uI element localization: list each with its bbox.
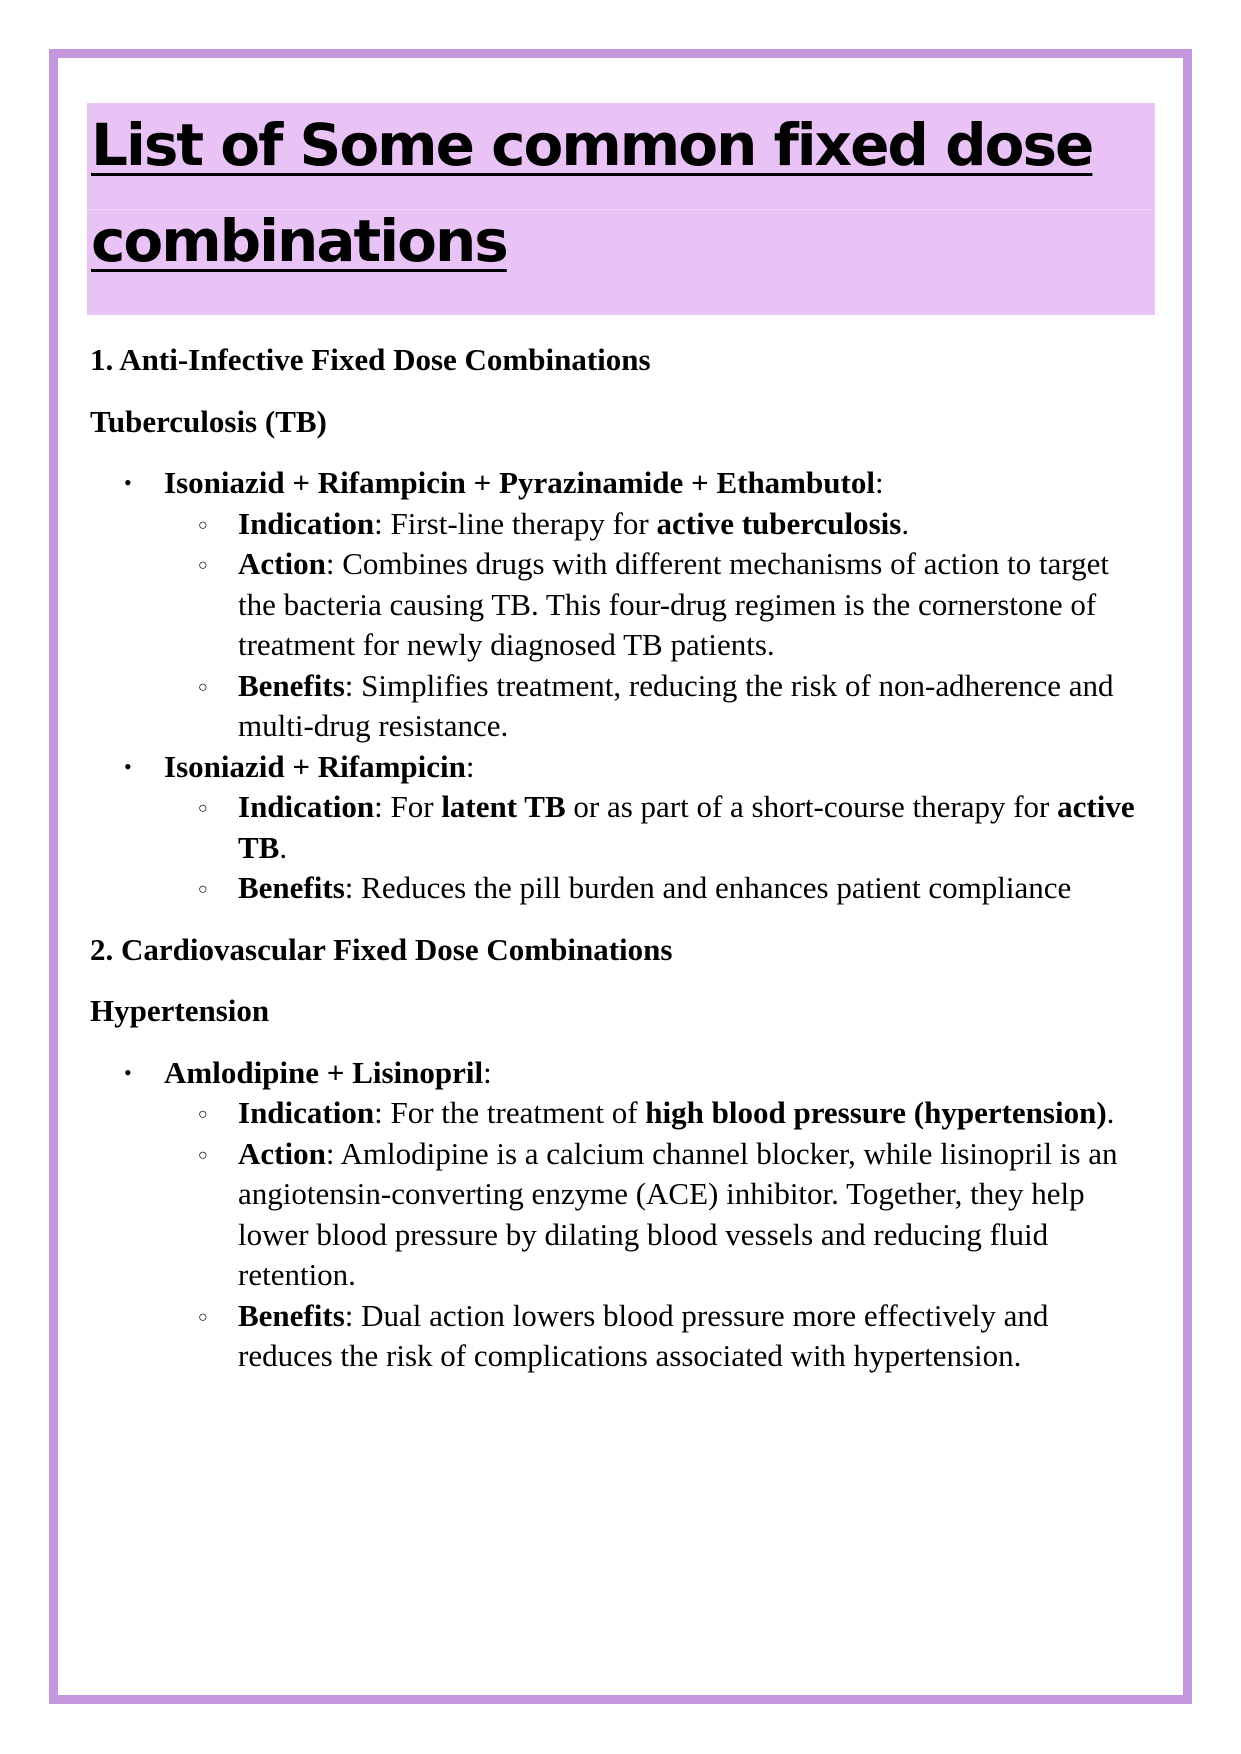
drug-combination-name: Amlodipine + Lisinopril	[164, 1054, 484, 1090]
list-item-amlodipine-lisinopril: • Amlodipine + Lisinopril: ○ Indication: For the treatment of high blood pressure (hypertension). ○ Action: Amlodipine is a calcium channel blocker, while lisinopril is an angiotensin-converting enzyme (ACE) inhibitor. Together, they help lower blood pressure by dilating blood vessels and reducing fluid retention. ○ Benefits: Dual action lowers blood pressure more effectively and reduces the risk of complications associated with hypertension.	[90, 1053, 1150, 1377]
circle-bullet-icon: ○	[198, 1146, 208, 1164]
section-heading-anti-infective: 1. Anti-Infective Fixed Dose Combinations	[90, 342, 651, 377]
list-item-hr: • Isoniazid + Rifampicin: ○ Indication: For latent TB or as part of a short-course therapy for active TB. ○ Benefits: Reduces the pill burden and enhances patient compliance	[90, 747, 1150, 909]
circle-bullet-icon: ○	[198, 1106, 208, 1123]
detail-benefits: ○ Benefits: Dual action lowers blood pressure more effectively and reduces the risk of complications associated with hypertension.	[198, 1297, 1049, 1373]
page-title-line-1: List of Some common fixed dose	[91, 111, 1093, 179]
circle-bullet-icon: ○	[198, 881, 208, 898]
page-title-line-2: combinations	[91, 207, 507, 275]
detail-list	[164, 1093, 1150, 1377]
bullet-icon: •	[124, 1059, 132, 1085]
list-item-hrze: • Isoniazid + Rifampicin + Pyrazinamide + Ethambutol: ○ Indication: First-line therapy for active tuberculosis. ○ Action: Combines drugs with different mechanisms of action to target the bacteria causing TB. This four-drug regimen is the cornerstone of treatment for newly diagnosed TB patients. ○ Benefits: Simplifies treatment, reducing the risk of non-adherence and multi-drug resistance.	[90, 463, 1150, 747]
detail-list	[164, 787, 1150, 909]
detail-indication: ○ Indication: For the treatment of high blood pressure (hypertension).	[164, 1093, 1150, 1134]
title-banner	[87, 103, 1155, 315]
drug-combination-name: Isoniazid + Rifampicin + Pyrazinamide + Ethambutol	[164, 465, 875, 500]
detail-action: ○ Action: Combines drugs with different mechanisms of action to target the bacteria causing TB. This four-drug regimen is the cornerstone of treatment for newly diagnosed TB patients.	[198, 546, 1110, 662]
detail-indication: ○ Indication: First-line therapy for active tuberculosis.	[164, 504, 1150, 545]
detail-benefits: ○ Benefits: Simplifies treatment, reducing the risk of non-adherence and multi-drug resistance.	[198, 667, 1114, 743]
circle-bullet-icon: ○	[198, 678, 208, 696]
circle-bullet-icon: ○	[198, 516, 208, 534]
bullet-icon: •	[124, 470, 132, 495]
subheading-tuberculosis: Tuberculosis (TB)	[90, 403, 327, 439]
circle-bullet-icon: ○	[198, 800, 208, 817]
section-heading-cardiovascular: 2. Cardiovascular Fixed Dose Combinations	[90, 931, 673, 967]
document-body	[90, 340, 1150, 1377]
drug-combination-name: Isoniazid + Rifampicin	[164, 748, 466, 784]
detail-benefits: ○ Benefits: Reduces the pill burden and enhances patient compliance	[164, 868, 1150, 909]
detail-list	[164, 504, 1150, 747]
subheading-hypertension: Hypertension	[90, 993, 270, 1028]
detail-indication: ○ Indication: For latent TB or as part of a short-course therapy for active TB.	[198, 789, 1135, 865]
circle-bullet-icon: ○	[198, 557, 208, 574]
hypertension-combination-list	[90, 1053, 1150, 1377]
detail-action: ○ Action: Amlodipine is a calcium channel blocker, while lisinopril is an angiotensin-converting enzyme (ACE) inhibitor. Together, they help lower blood pressure by dilating blood vessels and reducing fluid retention.	[198, 1135, 1118, 1292]
circle-bullet-icon: ○	[198, 1308, 208, 1326]
tb-combination-list	[90, 463, 1150, 909]
bullet-icon: •	[124, 753, 132, 779]
